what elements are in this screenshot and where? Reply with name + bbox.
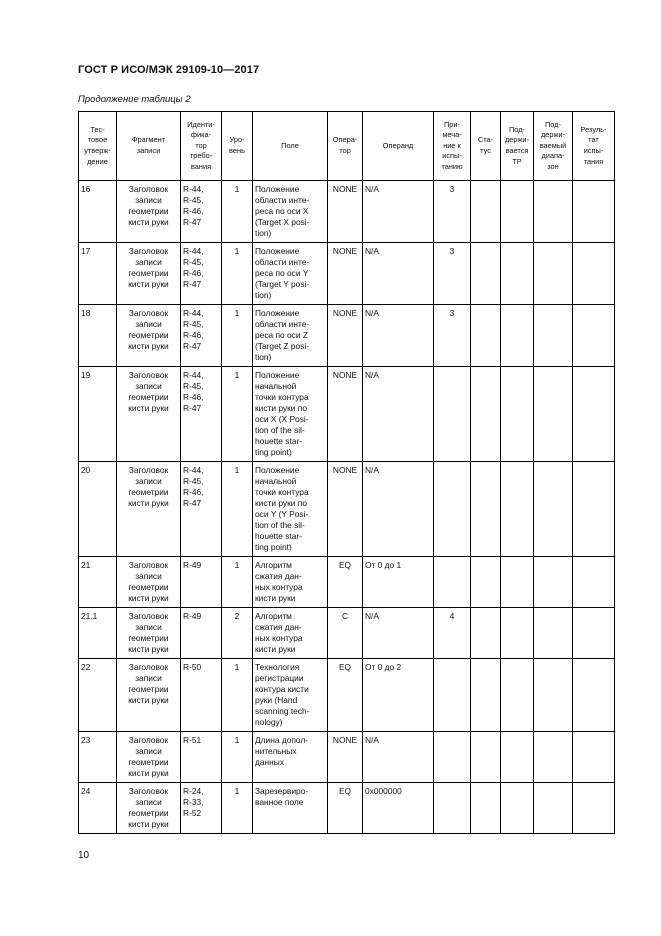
status-cell <box>471 181 501 243</box>
record-fragment-cell: Заголовок записи геометрии кисти руки <box>117 367 181 462</box>
column-supported-tp-header: Под- держи- вается ТР <box>501 112 534 181</box>
operand-cell: N/A <box>363 243 434 305</box>
level-cell: 1 <box>222 557 253 608</box>
requirement-id-cell: R-49 <box>181 557 222 608</box>
column-test-note-header: При- меча- ние к испы- танию <box>434 112 471 181</box>
status-cell <box>471 367 501 462</box>
status-cell <box>471 608 501 659</box>
test-result-cell <box>573 557 615 608</box>
assertion-number-cell: 18 <box>79 305 117 367</box>
test-assertions-table <box>78 111 615 834</box>
supported-tp-cell <box>501 305 534 367</box>
field-name-cell: Технология регистрации контура кисти руки (Hand scanning tech- nology) <box>253 659 328 732</box>
supported-tp-cell <box>501 367 534 462</box>
test-note-cell <box>434 367 471 462</box>
operator-cell: NONE <box>328 243 363 305</box>
test-result-cell <box>573 608 615 659</box>
assertion-number-cell: 16 <box>79 181 117 243</box>
assertion-number-cell: 23 <box>79 732 117 783</box>
test-note-cell: 3 <box>434 243 471 305</box>
table-row <box>79 462 615 557</box>
operand-cell: От 0 до 1 <box>363 557 434 608</box>
column-requirement-id-header: Иденти- фика- тор требо- вания <box>181 112 222 181</box>
field-name-cell: Алгоритм сжатия дан- ных контура кисти руки <box>253 557 328 608</box>
test-note-cell: 3 <box>434 181 471 243</box>
table-row <box>79 608 615 659</box>
supported-range-cell <box>534 659 573 732</box>
operand-cell: N/A <box>363 305 434 367</box>
requirement-id-cell: R-24, R-33, R-52 <box>181 783 222 834</box>
page-number: 10 <box>78 850 90 861</box>
field-name-cell: Алгоритм сжатия дан- ных контура кисти руки <box>253 608 328 659</box>
requirement-id-cell: R-50 <box>181 659 222 732</box>
column-test-assertion-header: Тес- товое утверж- дение <box>79 112 117 181</box>
record-fragment-cell: Заголовок записи геометрии кисти руки <box>117 608 181 659</box>
test-note-cell <box>434 462 471 557</box>
test-note-cell: 3 <box>434 305 471 367</box>
supported-tp-cell <box>501 608 534 659</box>
operator-cell: C <box>328 608 363 659</box>
assertion-number-cell: 19 <box>79 367 117 462</box>
table-row <box>79 557 615 608</box>
operand-cell: N/A <box>363 462 434 557</box>
operator-cell: EQ <box>328 557 363 608</box>
test-result-cell <box>573 181 615 243</box>
status-cell <box>471 659 501 732</box>
status-cell <box>471 732 501 783</box>
column-level-header: Уро- вень <box>222 112 253 181</box>
operator-cell: EQ <box>328 783 363 834</box>
record-fragment-cell: Заголовок записи геометрии кисти руки <box>117 181 181 243</box>
column-operand-header: Операнд <box>363 112 434 181</box>
table-header-row <box>79 112 615 181</box>
field-name-cell: Длина допол- нительных данных <box>253 732 328 783</box>
field-name-cell: Зарезервиро- ванное поле <box>253 783 328 834</box>
record-fragment-cell: Заголовок записи геометрии кисти руки <box>117 557 181 608</box>
assertion-number-cell: 21.1 <box>79 608 117 659</box>
operator-cell: NONE <box>328 732 363 783</box>
supported-tp-cell <box>501 243 534 305</box>
test-note-cell <box>434 783 471 834</box>
record-fragment-cell: Заголовок записи геометрии кисти руки <box>117 462 181 557</box>
requirement-id-cell: R-51 <box>181 732 222 783</box>
column-test-result-header: Резуль- тат испы- тания <box>573 112 615 181</box>
supported-tp-cell <box>501 181 534 243</box>
assertion-number-cell: 24 <box>79 783 117 834</box>
document-title: ГОСТ Р ИСО/МЭК 29109-10—2017 <box>78 64 260 76</box>
status-cell <box>471 243 501 305</box>
operator-cell: NONE <box>328 181 363 243</box>
test-note-cell: 4 <box>434 608 471 659</box>
status-cell <box>471 305 501 367</box>
level-cell: 1 <box>222 367 253 462</box>
status-cell <box>471 557 501 608</box>
test-note-cell <box>434 732 471 783</box>
supported-range-cell <box>534 367 573 462</box>
level-cell: 1 <box>222 783 253 834</box>
record-fragment-cell: Заголовок записи геометрии кисти руки <box>117 732 181 783</box>
table-body <box>79 181 615 834</box>
operator-cell: NONE <box>328 367 363 462</box>
column-status-header: Ста- тус <box>471 112 501 181</box>
supported-tp-cell <box>501 732 534 783</box>
supported-tp-cell <box>501 783 534 834</box>
level-cell: 1 <box>222 462 253 557</box>
operator-cell: EQ <box>328 659 363 732</box>
operand-cell: 0x000000 <box>363 783 434 834</box>
record-fragment-cell: Заголовок записи геометрии кисти руки <box>117 243 181 305</box>
column-supported-range-header: Под- держи- ваемый диапа- зон <box>534 112 573 181</box>
supported-range-cell <box>534 181 573 243</box>
status-cell <box>471 783 501 834</box>
field-name-cell: Положение области инте- реса по оси X (Target X posi- tion) <box>253 181 328 243</box>
assertion-number-cell: 21 <box>79 557 117 608</box>
table-row <box>79 367 615 462</box>
table-row <box>79 243 615 305</box>
operand-cell: N/A <box>363 608 434 659</box>
supported-range-cell <box>534 462 573 557</box>
operand-cell: N/A <box>363 181 434 243</box>
level-cell: 1 <box>222 305 253 367</box>
record-fragment-cell: Заголовок записи геометрии кисти руки <box>117 659 181 732</box>
operator-cell: NONE <box>328 462 363 557</box>
operand-cell: N/A <box>363 367 434 462</box>
field-name-cell: Положение области инте- реса по оси Y (Target Y posi- tion) <box>253 243 328 305</box>
test-result-cell <box>573 305 615 367</box>
operator-cell: NONE <box>328 305 363 367</box>
column-record-fragment-header: Фрагмент записи <box>117 112 181 181</box>
supported-range-cell <box>534 305 573 367</box>
column-field-header: Поле <box>253 112 328 181</box>
table-row <box>79 181 615 243</box>
column-operator-header: Опера- тор <box>328 112 363 181</box>
level-cell: 2 <box>222 608 253 659</box>
status-cell <box>471 462 501 557</box>
assertion-number-cell: 17 <box>79 243 117 305</box>
record-fragment-cell: Заголовок записи геометрии кисти руки <box>117 305 181 367</box>
test-result-cell <box>573 243 615 305</box>
requirement-id-cell: R-49 <box>181 608 222 659</box>
requirement-id-cell: R-44, R-45, R-46, R-47 <box>181 462 222 557</box>
test-result-cell <box>573 367 615 462</box>
requirement-id-cell: R-44, R-45, R-46, R-47 <box>181 243 222 305</box>
table-caption: Продолжение таблицы 2 <box>78 94 191 105</box>
table-row <box>79 732 615 783</box>
assertion-number-cell: 20 <box>79 462 117 557</box>
record-fragment-cell: Заголовок записи геометрии кисти руки <box>117 783 181 834</box>
supported-tp-cell <box>501 557 534 608</box>
level-cell: 1 <box>222 243 253 305</box>
table-row <box>79 783 615 834</box>
supported-range-cell <box>534 557 573 608</box>
supported-range-cell <box>534 732 573 783</box>
test-result-cell <box>573 659 615 732</box>
table-row <box>79 305 615 367</box>
requirement-id-cell: R-44, R-45, R-46, R-47 <box>181 305 222 367</box>
requirement-id-cell: R-44, R-45, R-46, R-47 <box>181 367 222 462</box>
field-name-cell: Положение области инте- реса по оси Z (Target Z posi- tion) <box>253 305 328 367</box>
field-name-cell: Положение начальной точки контура кисти руки по оси X (X Posi- tion of the sil- houette star- ting point) <box>253 367 328 462</box>
requirement-id-cell: R-44, R-45, R-46, R-47 <box>181 181 222 243</box>
supported-range-cell <box>534 608 573 659</box>
operand-cell: N/A <box>363 732 434 783</box>
test-result-cell <box>573 783 615 834</box>
operand-cell: От 0 до 2 <box>363 659 434 732</box>
test-result-cell <box>573 732 615 783</box>
supported-range-cell <box>534 783 573 834</box>
supported-tp-cell <box>501 462 534 557</box>
level-cell: 1 <box>222 659 253 732</box>
assertion-number-cell: 22 <box>79 659 117 732</box>
field-name-cell: Положение начальной точки контура кисти руки по оси Y (Y Posi- tion of the sil- houette star- ting point) <box>253 462 328 557</box>
table-row <box>79 659 615 732</box>
test-note-cell <box>434 659 471 732</box>
test-result-cell <box>573 462 615 557</box>
level-cell: 1 <box>222 181 253 243</box>
level-cell: 1 <box>222 732 253 783</box>
supported-range-cell <box>534 243 573 305</box>
test-note-cell <box>434 557 471 608</box>
supported-tp-cell <box>501 659 534 732</box>
